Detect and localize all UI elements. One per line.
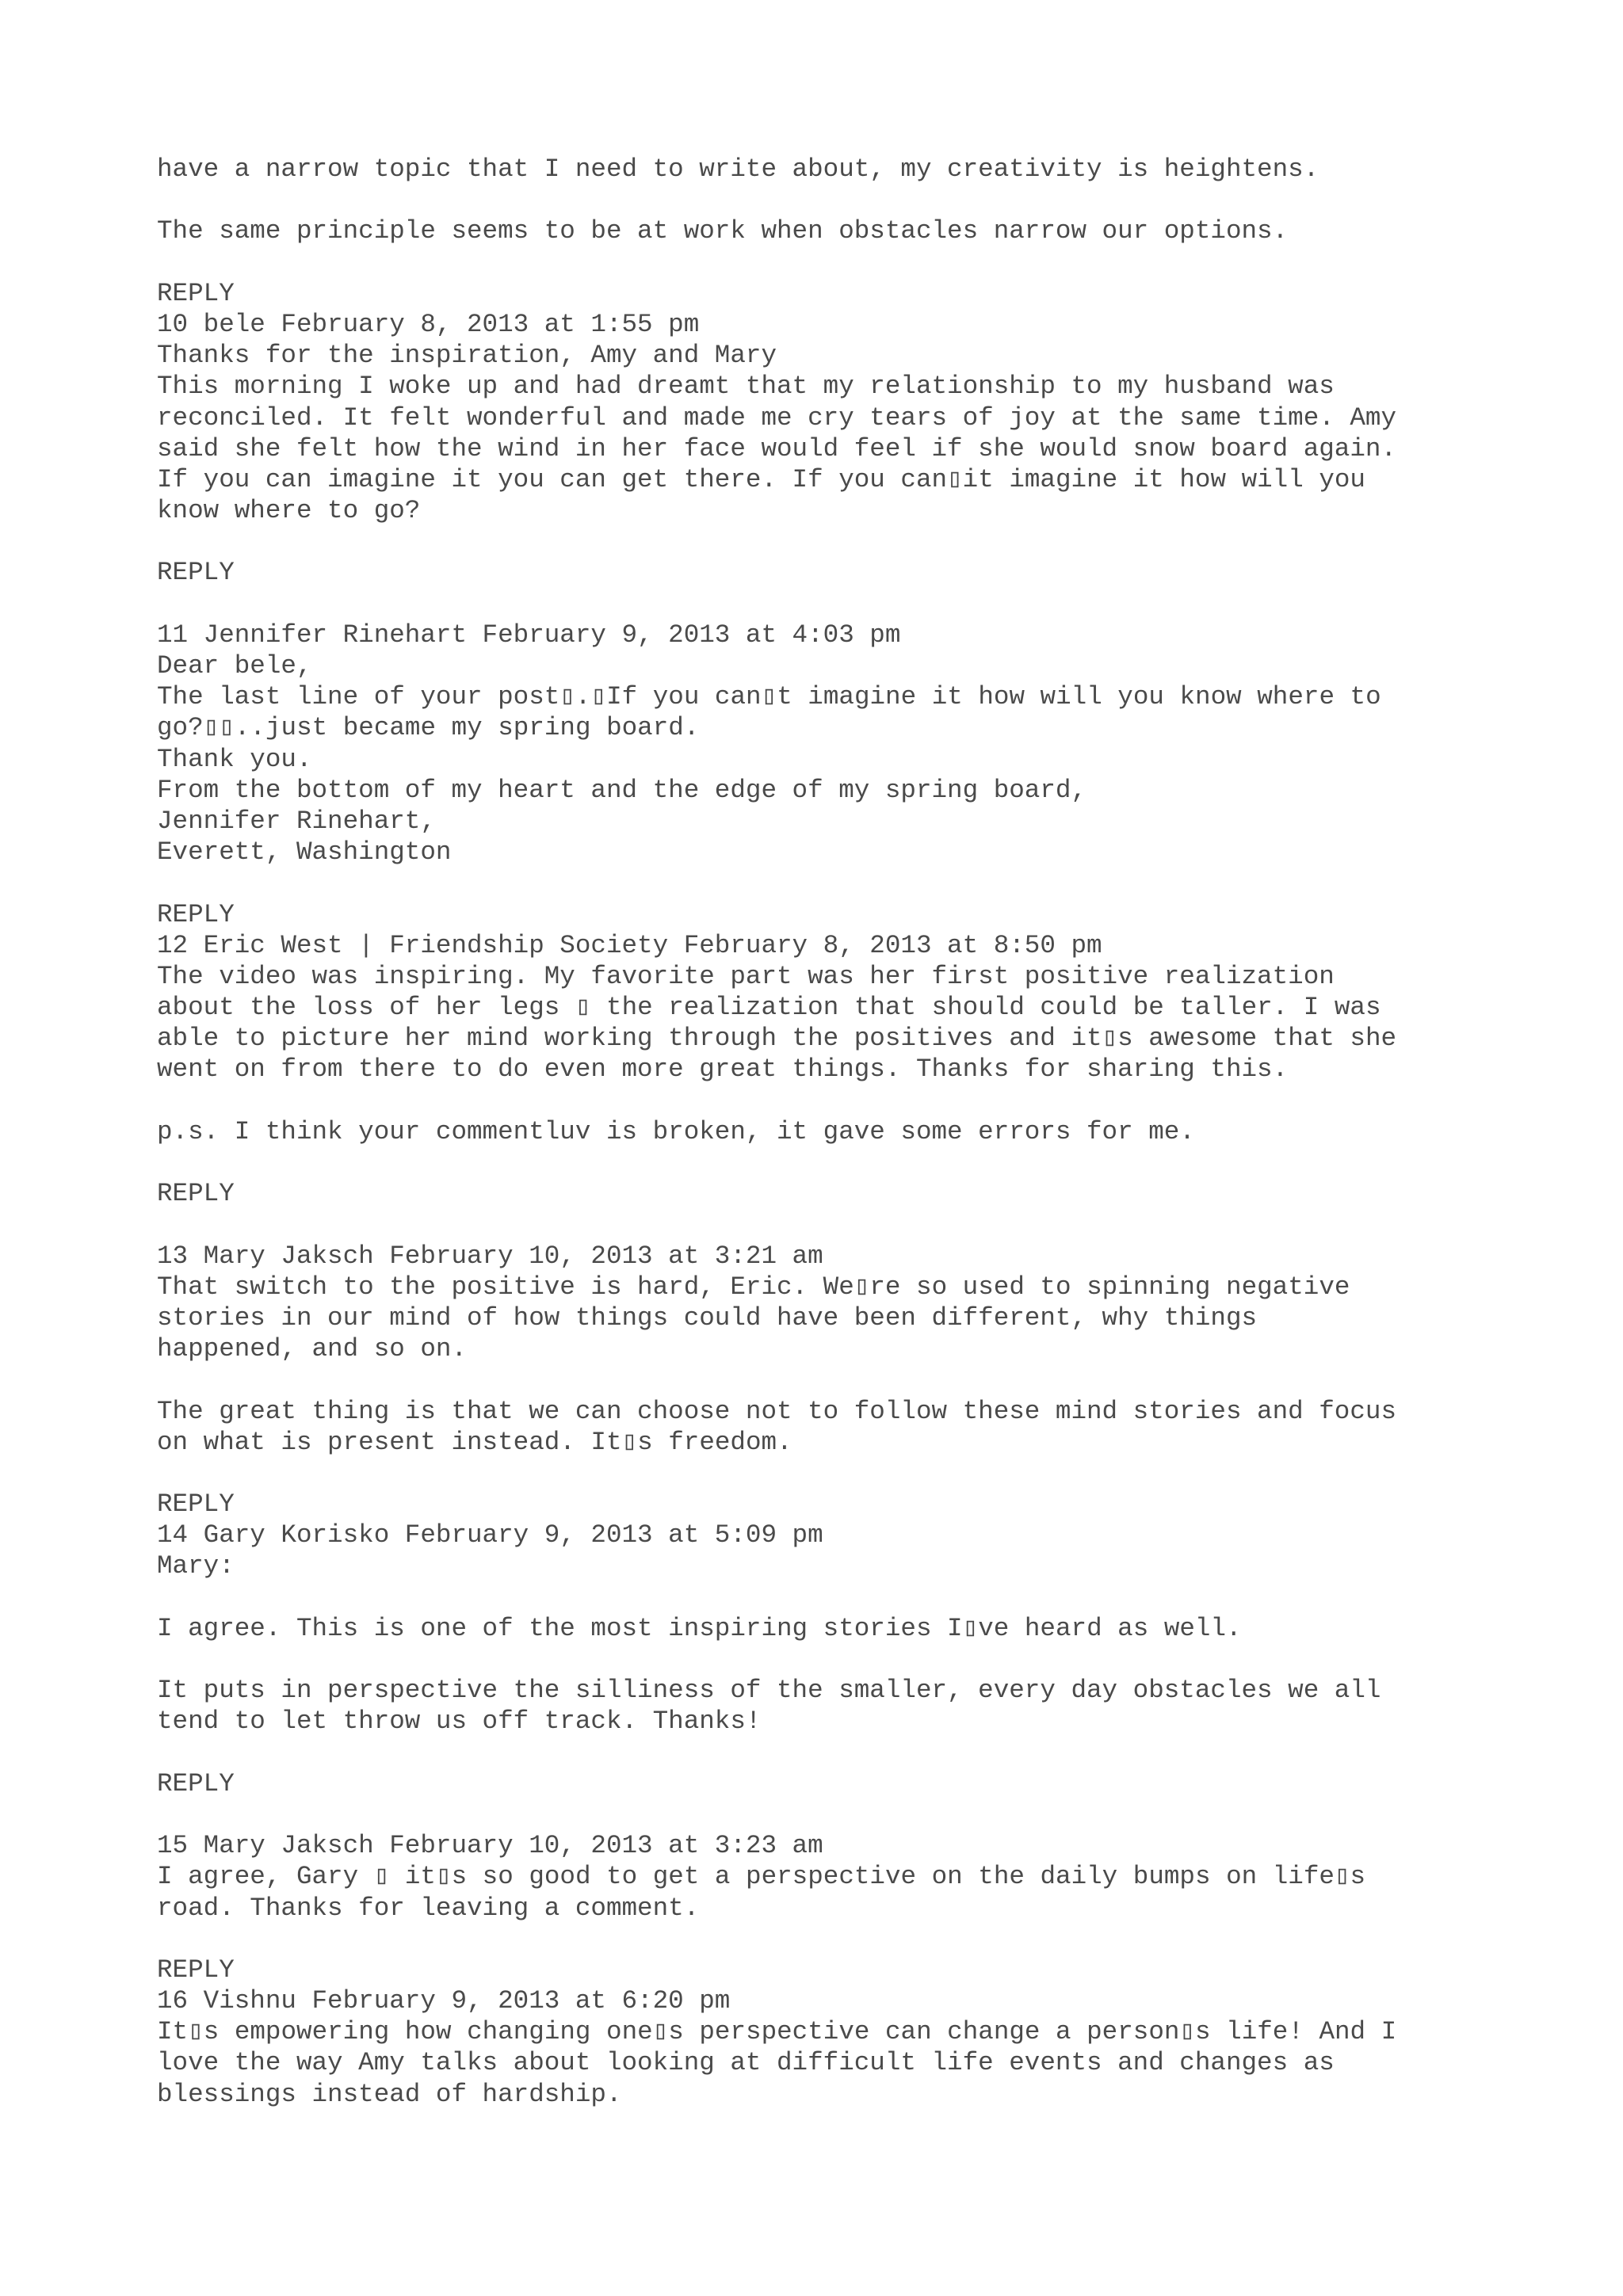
blank-line	[157, 526, 1488, 557]
text-line: Mary:	[157, 1551, 235, 1581]
reply-label: REPLY	[157, 558, 235, 588]
text-line: 12 Eric West | Friendship Society February 8, 2013 at 8:50 pm	[157, 930, 1102, 960]
blank-line	[157, 1364, 1488, 1395]
blank-line	[157, 1737, 1488, 1768]
text-line: love the way Amy talks about looking at difficult life events and changes as	[157, 2048, 1335, 2078]
document-page	[157, 154, 1488, 2110]
blank-line	[157, 185, 1488, 215]
text-line: Everett, Washington	[157, 837, 452, 868]
reply-label: REPLY	[157, 1768, 235, 1798]
text-line: The great thing is that we can choose not to follow these mind stories and focus	[157, 1396, 1397, 1426]
text-line: on what is present instead. It▯s freedom.	[157, 1427, 792, 1457]
text-line: This morning I woke up and had dreamt that my relationship to my husband was	[157, 372, 1335, 402]
text-line: said she felt how the wind in her face would feel if she would snow board again.	[157, 433, 1397, 463]
text-line: reconciled. It felt wonderful and made me cry tears of joy at the same time. Amy	[157, 402, 1397, 433]
text-line: Thanks for the inspiration, Amy and Mary	[157, 341, 777, 371]
text-line: stories in our mind of how things could have been different, why things	[157, 1302, 1258, 1333]
text-line: happened, and so on.	[157, 1334, 468, 1364]
text-line: went on from there to do even more great things. Thanks for sharing this.	[157, 1055, 1289, 1085]
text-line: It▯s empowering how changing one▯s perspective can change a person▯s life! And I	[157, 2017, 1397, 2047]
blank-line	[157, 1582, 1488, 1613]
blank-line	[157, 1644, 1488, 1675]
text-line: 15 Mary Jaksch February 10, 2013 at 3:23 am	[157, 1831, 823, 1861]
blank-line	[157, 1209, 1488, 1240]
text-line: have a narrow topic that I need to write about, my creativity is heightens.	[157, 154, 1319, 184]
text-line: The same principle seems to be at work when obstacles narrow our options.	[157, 216, 1289, 246]
text-line: p.s. I think your commentluv is broken, it gave some errors for me.	[157, 1116, 1195, 1146]
blank-line	[157, 247, 1488, 278]
reply-label: REPLY	[157, 278, 235, 308]
blank-line	[157, 1085, 1488, 1116]
text-line: From the bottom of my heart and the edge of my spring board,	[157, 775, 1087, 805]
reply-label: REPLY	[157, 899, 235, 929]
blank-line	[157, 1924, 1488, 1955]
text-line: 11 Jennifer Rinehart February 9, 2013 at 4:03 pm	[157, 620, 901, 650]
text-line: The last line of your post▯.▯If you can▯t imagine it how will you know where to	[157, 682, 1381, 712]
blank-line	[157, 868, 1488, 898]
text-line: know where to go?	[157, 496, 421, 526]
blank-line	[157, 589, 1488, 620]
text-line: The video was inspiring. My favorite part was her first positive realization	[157, 961, 1335, 991]
text-line: about the loss of her legs ▯ the realization that should could be taller. I was	[157, 993, 1381, 1023]
text-line: That switch to the positive is hard, Eric. We▯re so used to spinning negative	[157, 1272, 1350, 1302]
text-line: 13 Mary Jaksch February 10, 2013 at 3:21 am	[157, 1241, 823, 1271]
text-line: 14 Gary Korisko February 9, 2013 at 5:09 pm	[157, 1520, 823, 1550]
text-line: I agree, Gary ▯ it▯s so good to get a perspective on the daily bumps on life▯s	[157, 1862, 1366, 1892]
text-line: 16 Vishnu February 9, 2013 at 6:20 pm	[157, 1986, 731, 2016]
blank-line	[157, 1147, 1488, 1178]
reply-label: REPLY	[157, 1179, 235, 1209]
text-line: tend to let throw us off track. Thanks!	[157, 1707, 762, 1737]
blank-line	[157, 1799, 1488, 1830]
text-line: Thank you.	[157, 744, 312, 774]
text-line: 10 bele February 8, 2013 at 1:55 pm	[157, 309, 700, 339]
text-line: road. Thanks for leaving a comment.	[157, 1893, 700, 1923]
reply-label: REPLY	[157, 1489, 235, 1520]
text-line: blessings instead of hardship.	[157, 2079, 622, 2109]
text-line: go?▯▯..just became my spring board.	[157, 713, 700, 743]
text-line: Jennifer Rinehart,	[157, 806, 436, 836]
text-line: able to picture her mind working through the positives and it▯s awesome that she	[157, 1024, 1397, 1054]
text-line: Dear bele,	[157, 651, 312, 681]
text-line: It puts in perspective the silliness of the smaller, every day obstacles we all	[157, 1676, 1381, 1706]
text-line: I agree. This is one of the most inspiring stories I▯ve heard as well.	[157, 1613, 1242, 1643]
reply-label: REPLY	[157, 1955, 235, 1985]
blank-line	[157, 1458, 1488, 1489]
text-line: If you can imagine it you can get there. If you can▯it imagine it how will you	[157, 464, 1365, 494]
